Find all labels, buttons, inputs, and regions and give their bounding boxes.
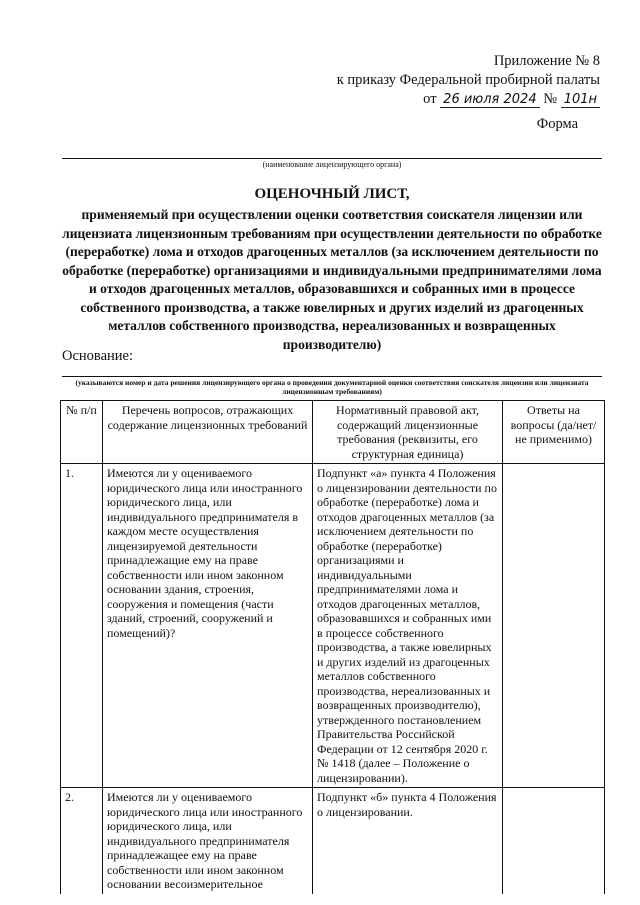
appendix-header (270, 52, 600, 109)
basis-caption: (указываются номер и дата решения лицензирующего органа о проведении документарной оценки соответствия соискателя лицензии или лицензиата лицензионным требованиям) (75, 378, 589, 396)
order-line: к приказу Федеральной пробирной палаты (336, 72, 600, 88)
checklist-table (60, 400, 605, 894)
header-act: Нормативный правовой акт, содержащий лицензионные требования (реквизиты, его структурная единица) (313, 401, 503, 464)
basis-line (62, 376, 602, 377)
header-question: Перечень вопросов, отражающих содержание лицензионных требований (103, 401, 313, 464)
row-question: Имеются ли у оцениваемого юридического лица или иностранного юридического лица, или индивидуального предпринимателя принадлежащее ему на праве собственности или ином законном основании весоизмерительное (103, 788, 313, 894)
row-question: Имеются ли у оцениваемого юридического лица или иностранного юридического лица, или индивидуального предпринимателя в каждом месте осуществления лицензируемой деятельности принадлежащие ему на праве собственности или ином законном основании здания, строения, сооружения и помещения (части зданий, строений, сооружений и помещений)? (103, 464, 313, 788)
form-label: Форма (536, 116, 578, 132)
basis-label: Основание: (62, 348, 133, 364)
handwritten-date: 26 июля 2024 (440, 92, 539, 108)
number-prefix: № (543, 91, 558, 107)
appendix-number: Приложение № 8 (493, 53, 600, 69)
row-num: 2. (61, 788, 103, 894)
table-row (61, 788, 605, 894)
org-name-line (62, 158, 602, 159)
header-answer: Ответы на вопросы (да/нет/не применимо) (503, 401, 605, 464)
header-num: № п/п (61, 401, 103, 464)
document-title (62, 184, 602, 354)
title-main: ОЦЕНОЧНЫЙ ЛИСТ, (254, 186, 410, 202)
row-act: Подпункт «а» пункта 4 Положения о лицензировании деятельности по обработке (переработке) лома и отходов драгоценных металлов (за исключением деятельности по обработке (переработке) организациями и индивидуальными предпринимателями лома и отходов драгоценных металлов, образовавшихся и собранных ими в процессе собственного производства, а также ювелирных и других изделий из драгоценных металлов собственного производства, нереализованных и возвращенных производителю), утвержденного постановлением Правительства Российской Федерации от 12 сентября 2020 г. № 1418 (далее – Положение о лицензировании). (313, 464, 503, 788)
org-name-caption: (наименование лицензирующего органа) (262, 160, 402, 169)
date-prefix: от (423, 91, 437, 107)
row-act: Подпункт «б» пункта 4 Положения о лицензировании. (313, 788, 503, 894)
handwritten-number: 101н (561, 92, 600, 108)
row-num: 1. (61, 464, 103, 788)
table-header-row (61, 401, 605, 464)
title-subtitle: применяемый при осуществлении оценки соответствия соискателя лицензии или лицензиата лицензионным требованиям при осуществлении деятельности по обработке (переработке) лома и отходов драгоценных металлов (за исключением деятельности по обработке (переработке) организациями и индивидуальными предпринимателями лома и отходов драгоценных металлов, образовавшихся и собранных ими в процессе собственного производства, а также ювелирных и других изделий из драгоценных металлов собственного производства, нереализованных и возвращенных производителю) (62, 207, 602, 352)
row-answer (503, 464, 605, 788)
table-row (61, 464, 605, 788)
order-date-line (270, 90, 600, 109)
row-answer (503, 788, 605, 894)
